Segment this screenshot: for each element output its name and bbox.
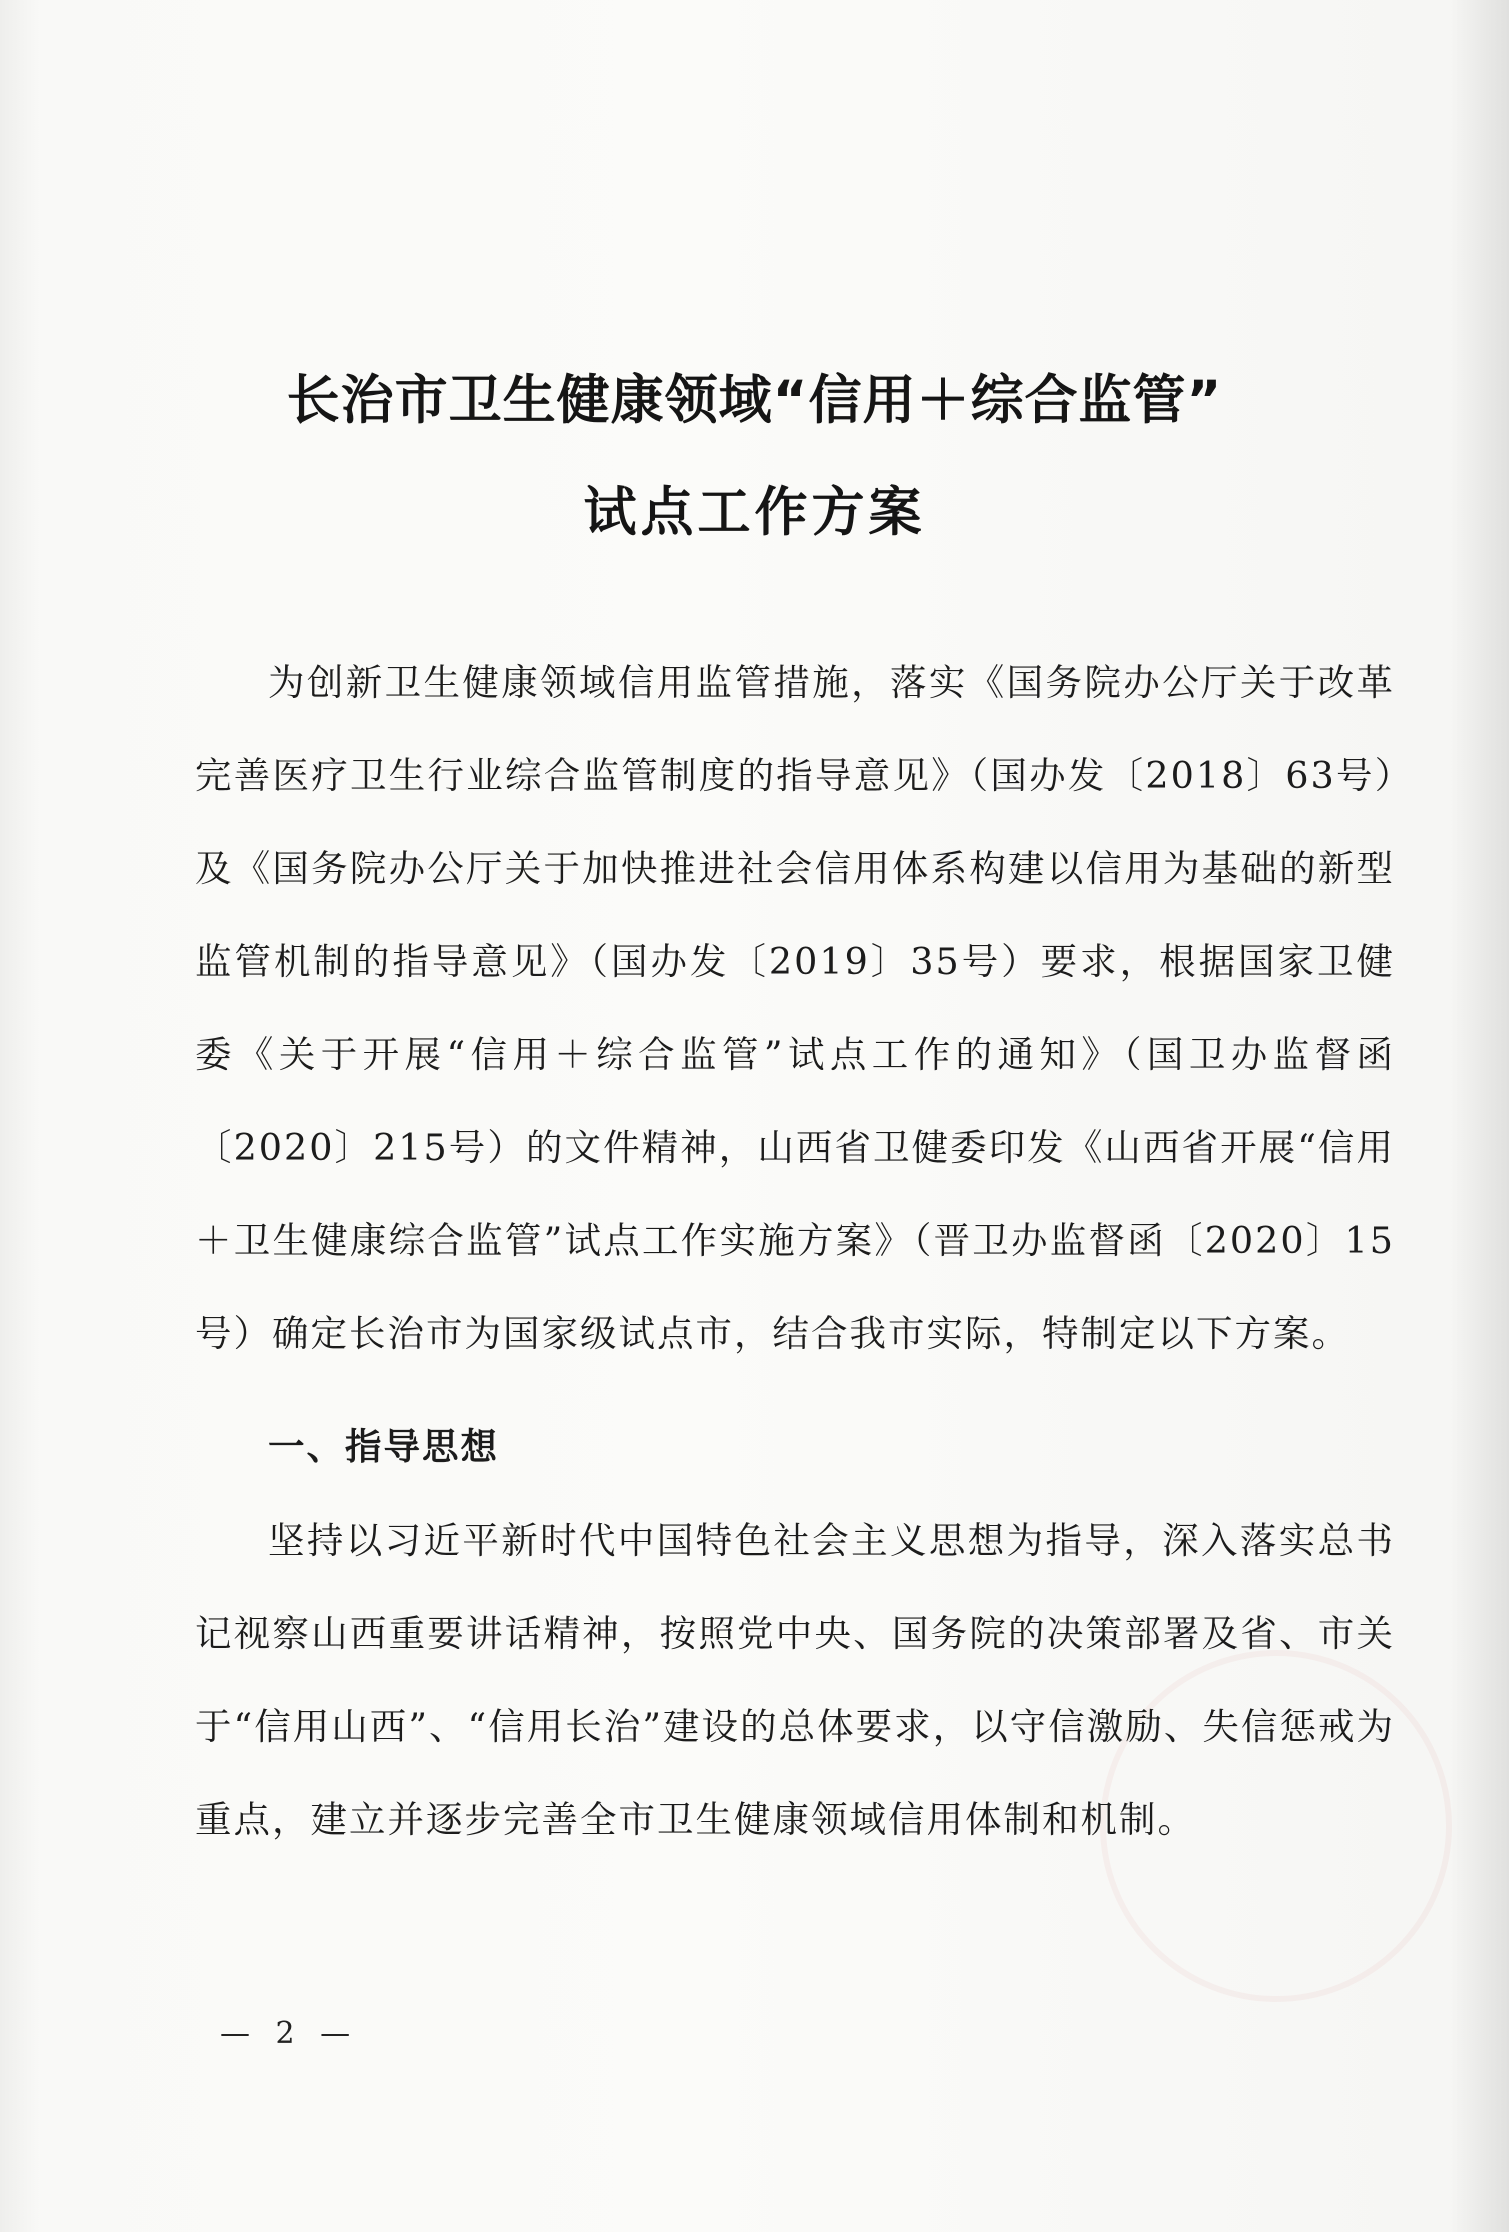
intro-section <box>195 636 1395 1380</box>
document-title-line-2: 试点工作方案 <box>583 482 926 543</box>
section-1-body <box>195 1494 1395 1866</box>
section-1-heading: 一、指导思想 <box>268 1425 499 1468</box>
intro-paragraph: 为创新卫生健康领域信用监管措施，落实《国务院办公厅关于改革完善医疗卫生行业综合监管制度的指导意见》（国办发〔2018〕63号）及《国务院办公厅关于加快推进社会信用体系构建以信用为基础的新型监管机制的指导意见》（国办发〔2019〕35号）要求，根据国家卫健委《关于开展“信用＋综合监管”试点工作的通知》（国卫办监督函〔2020〕215号）的文件精神，山西省卫健委印发《山西省开展“信用＋卫生健康综合监管”试点工作实施方案》（晋卫办监督函〔2020〕15号）确定长治市为国家级试点市，结合我市实际，特制定以下方案。 <box>195 661 1395 1355</box>
page-number: — 2 — <box>220 2016 359 2051</box>
section-1-paragraph: 坚持以习近平新时代中国特色社会主义思想为指导，深入落实总书记视察山西重要讲话精神，按照党中央、国务院的决策部署及省、市关于“信用山西”、“信用长治”建设的总体要求，以守信激励、失信惩戒为重点，建立并逐步完善全市卫生健康领域信用体制和机制。 <box>195 1519 1395 1841</box>
scan-edge-shadow <box>1449 0 1509 2232</box>
document-title-line-1: 长治市卫生健康领域“信用＋综合监管” <box>286 370 1223 431</box>
